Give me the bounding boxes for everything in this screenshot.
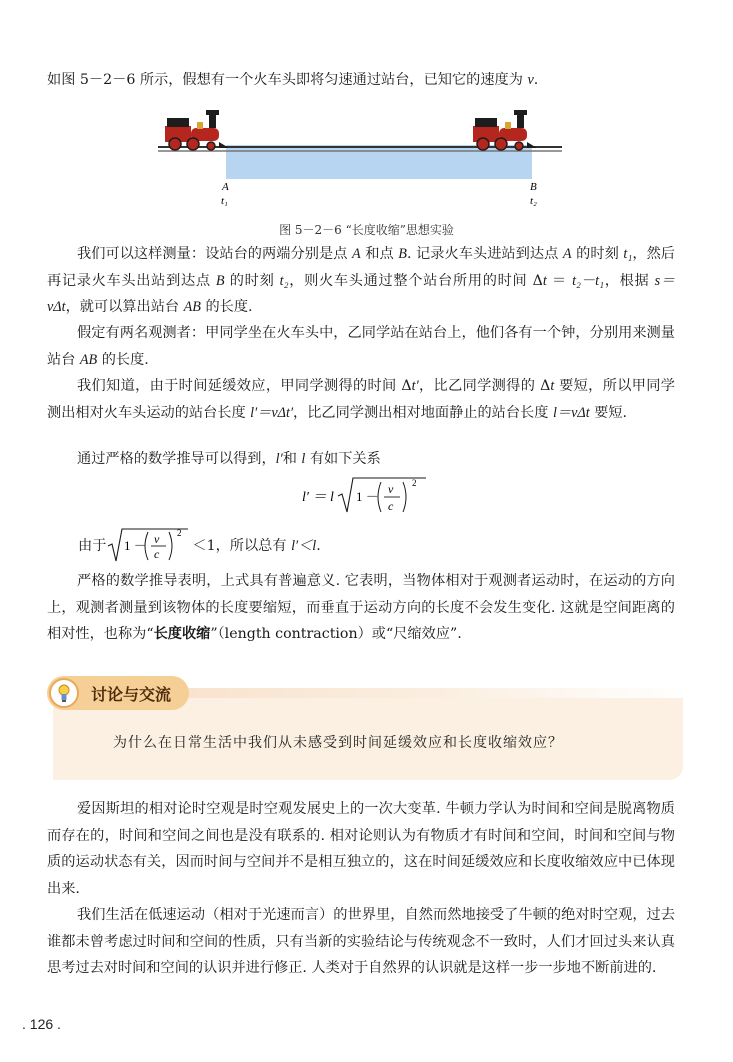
svg-text:1 －: 1 － — [356, 489, 379, 504]
label-b: B — [530, 181, 537, 193]
paragraph-derivation: 通过严格的数学推导可以得到，l′和 l 有如下关系 — [77, 451, 381, 467]
svg-text:2: 2 — [177, 528, 182, 538]
svg-text:v: v — [154, 532, 160, 546]
svg-text:c: c — [388, 499, 394, 513]
svg-text:l′ ＝ l: l′ ＝ l — [302, 490, 334, 505]
paragraph-einstein: 爱因斯坦的相对论时空观是时空观发展史上的一次大变革. 牛顿力学认为时间和空间是脱离物质而存在的，时间和空间之间也是没有联系的. 相对论则认为有物质才有时间和空间，时间和空间与物质的运动状态有关，因而时间与空间并不是相互独立的，这在时间延缓效应和长度收缩效应中已体现出来. — [47, 801, 675, 897]
paragraph-low-speed: 我们生活在低速运动（相对于光速而言）的世界里，自然而然地接受了牛顿的绝对时空观，过去谁都未曾考虑过时间和空间的性质，只有当新的实验结论与传统观念不一致时，人们才回过头来认真思考过去对时间和空间的认识并进行修正. 人类对于自然界的认识就是这样一步一步地不断前进的. — [47, 907, 675, 976]
discussion-title: 讨论与交流 — [91, 685, 172, 704]
svg-text:2: 2 — [412, 478, 417, 488]
svg-text:1 －: 1 － — [124, 538, 148, 553]
train-left-icon — [165, 110, 229, 150]
page-number: . 126 . — [22, 1016, 61, 1032]
paragraph-conclusion: 严格的数学推导表明，上式具有普遍意义. 它表明，当物体相对于观测者运动时，在运动的方向上，观测者测量到该物体的长度要缩短，而垂直于运动方向的长度不会发生变化. 这就是空间距离的相对性，也称为“长度收缩”（length contraction）或“尺缩效应”. — [47, 573, 675, 642]
inline-sqrt — [106, 526, 192, 566]
label-t1: t₁ — [221, 195, 228, 207]
train-platform-figure — [150, 100, 570, 240]
discussion-badge — [47, 676, 189, 710]
svg-text:v: v — [388, 482, 394, 496]
figure-caption: 图 5－2－6 “长度收缩”思想实验 — [279, 223, 454, 237]
lightbulb-icon — [51, 680, 77, 706]
discussion-box — [47, 676, 687, 782]
intro-paragraph: 如图 5－2－6 所示，假想有一个火车头即将匀速通过站台，已知它的速度为 v. — [47, 72, 539, 88]
paragraph-time-dilation: 我们知道，由于时间延缓效应，甲同学测得的时间 Δt′，比乙同学测得的 Δt 要短，所以甲同学测出相对火车头运动的站台长度 l′＝vΔt′，比乙同学测出相对地面静止的站台长度 l＝vΔt 要短. — [47, 378, 675, 421]
svg-text:c: c — [154, 547, 160, 561]
paragraph-measure: 我们可以这样测量：设站台的两端分别是点 A 和点 B. 记录火车头进站到达点 A 的时刻 t₁，然后再记录火车头出站到达点 B 的时刻 t₂，则火车头通过整个站台所用的时间 Δt ＝ t₂－t₁，根据 s＝vΔt，就可以算出站台 AB 的长度. — [47, 246, 675, 315]
label-a: A — [222, 181, 229, 193]
label-t2: t₂ — [530, 195, 537, 207]
length-contraction-formula — [300, 474, 430, 520]
inequality-line: 由于 1 － v c 2 ＜1，所以总有 l′＜l. — [78, 526, 321, 566]
discussion-question: 为什么在日常生活中我们从未感受到时间延缓效应和长度收缩效应？ — [113, 735, 563, 751]
paragraph-observers: 假定有两名观测者：甲同学坐在火车头中，乙同学站在站台上，他们各有一个钟，分别用来测量站台 AB 的长度. — [47, 325, 675, 368]
train-right-icon — [473, 110, 537, 150]
platform — [226, 145, 532, 179]
